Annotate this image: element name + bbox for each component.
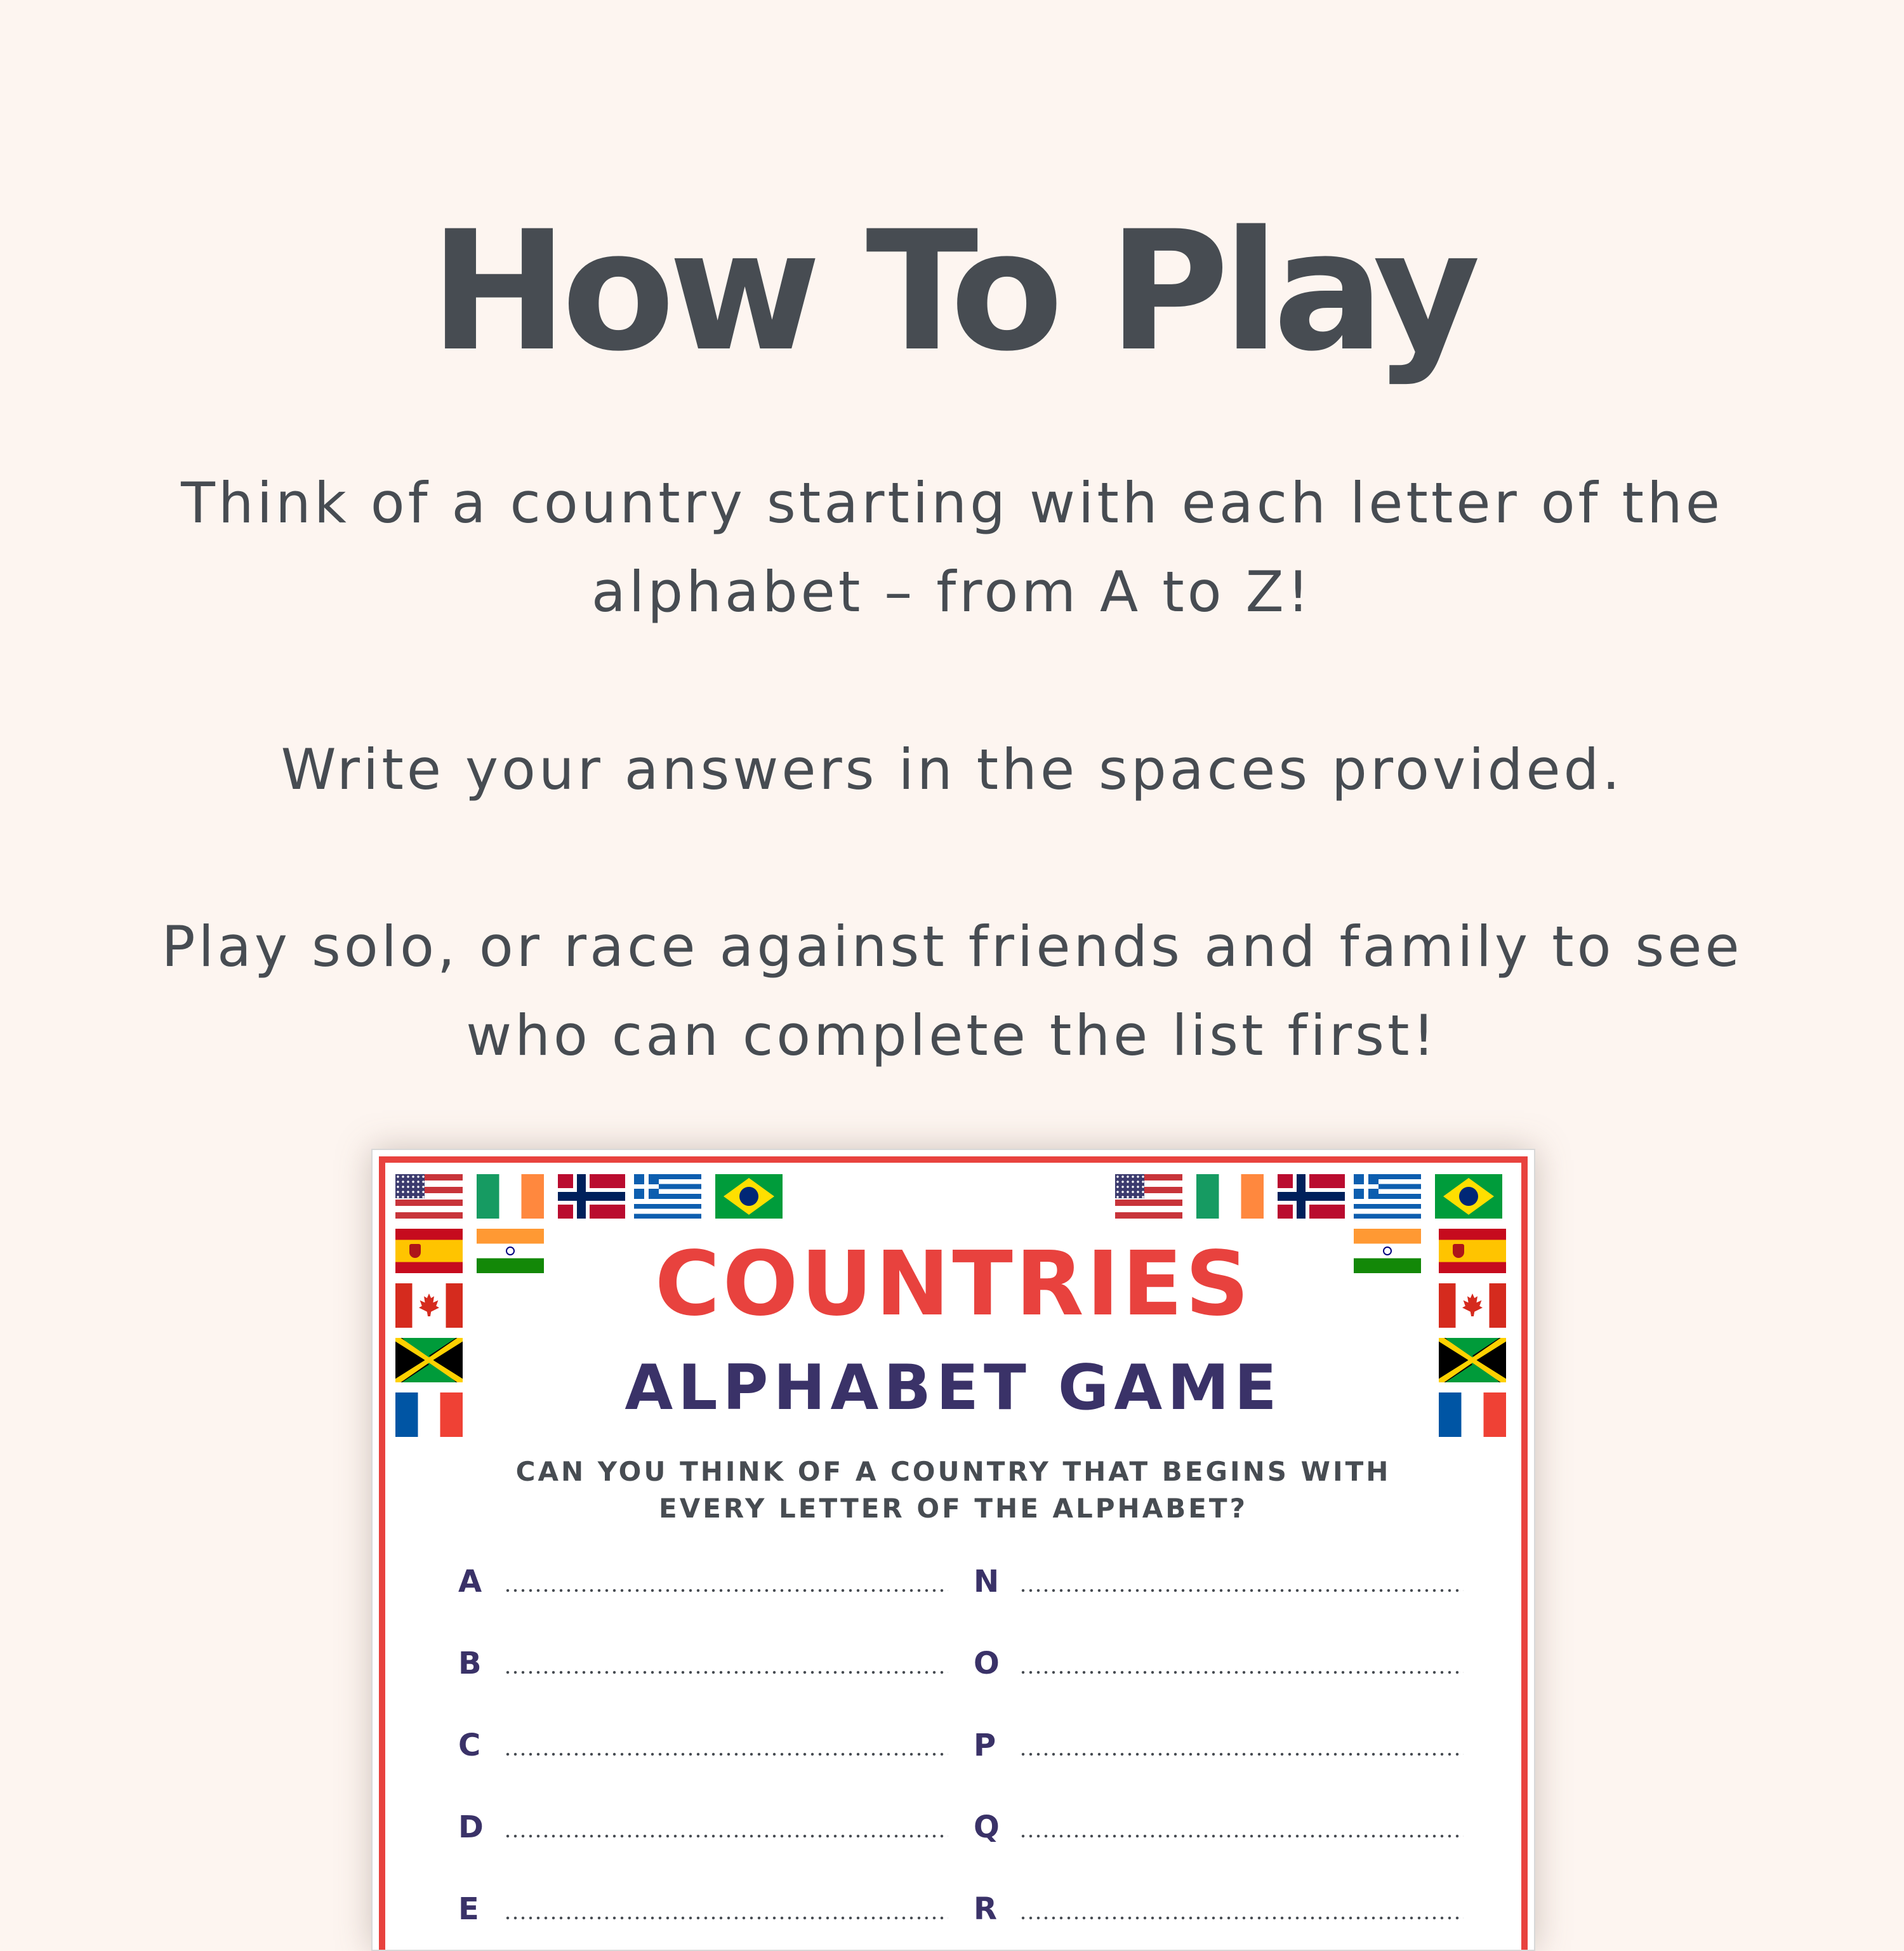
norway-flag-icon <box>558 1174 625 1219</box>
worksheet-question: CAN YOU THINK OF A COUNTRY THAT BEGINS WITH EVERY LETTER OF THE ALPHABET? <box>515 1456 1391 1524</box>
answer-line <box>504 1916 948 1920</box>
answer-row <box>458 1559 966 1604</box>
answer-letter: P <box>974 1728 996 1763</box>
answer-letter: B <box>458 1646 482 1681</box>
usa-flag-icon <box>395 1174 463 1219</box>
answer-letter: D <box>458 1809 484 1845</box>
answer-row <box>458 1887 966 1931</box>
usa-flag-icon <box>1115 1174 1182 1219</box>
norway-flag-icon <box>1278 1174 1345 1219</box>
answer-line <box>1019 1834 1464 1838</box>
answer-letter: N <box>974 1564 1000 1599</box>
answer-line <box>1019 1670 1464 1674</box>
answer-line <box>504 1589 948 1592</box>
answer-line <box>504 1670 948 1674</box>
answer-letter: Q <box>974 1809 1000 1845</box>
worksheet-title: COUNTRIES <box>654 1233 1252 1336</box>
answer-line <box>504 1752 948 1756</box>
greece-flag-icon <box>634 1174 701 1219</box>
answer-row <box>458 1641 966 1686</box>
instruction-paragraph-3: Play solo, or race against friends and family to see who can complete the list first! <box>161 914 1743 1068</box>
ireland-flag-icon <box>1196 1174 1264 1219</box>
answer-letter: A <box>458 1564 482 1599</box>
ireland-flag-icon <box>477 1174 544 1219</box>
brazil-flag-icon <box>715 1174 783 1219</box>
answer-line <box>1019 1752 1464 1756</box>
instruction-paragraph-1: Think of a country starting with each letter of the alphabet – from A to Z! <box>181 470 1723 625</box>
answer-row <box>974 1641 1481 1686</box>
worksheet-subtitle: ALPHABET GAME <box>625 1352 1282 1424</box>
answer-row <box>974 1805 1481 1849</box>
answer-line <box>1019 1589 1464 1592</box>
answer-letter: O <box>974 1646 1000 1681</box>
page-title: How To Play <box>430 196 1474 388</box>
answer-letter: C <box>458 1728 481 1763</box>
answer-row <box>974 1723 1481 1768</box>
instruction-paragraph-2: Write your answers in the spaces provided. <box>281 737 1623 802</box>
answer-row <box>974 1887 1481 1931</box>
answer-row <box>974 1559 1481 1604</box>
answer-letter: E <box>458 1891 479 1927</box>
greece-flag-icon <box>1354 1174 1421 1219</box>
answer-letter: R <box>974 1891 997 1927</box>
answer-line <box>504 1834 948 1838</box>
answer-line <box>1019 1916 1464 1920</box>
worksheet-preview <box>371 1149 1535 1951</box>
brazil-flag-icon <box>1435 1174 1502 1219</box>
answer-row <box>458 1723 966 1768</box>
answer-row <box>458 1805 966 1849</box>
